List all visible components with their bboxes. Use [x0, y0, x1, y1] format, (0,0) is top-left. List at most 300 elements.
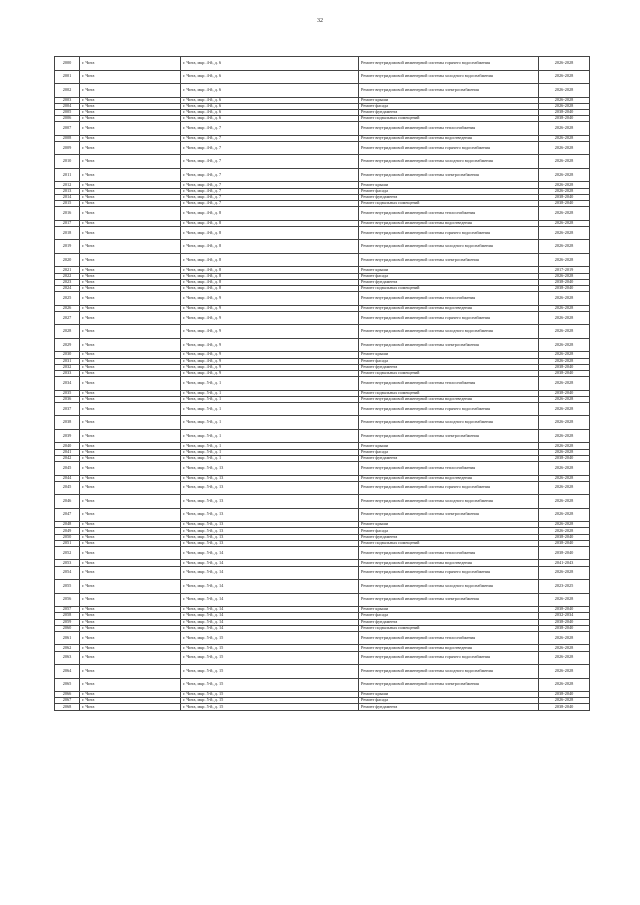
row-address: г. Чита, мкр. 5-й, д. 13	[181, 522, 359, 528]
row-number: 2001	[55, 70, 80, 84]
row-address: г. Чита, мкр. 5-й, д. 1	[181, 396, 359, 402]
row-address: г. Чита, мкр. 4-й, д. 7	[181, 168, 359, 182]
row-city: г. Чита	[80, 580, 181, 594]
row-number: 2060	[55, 625, 80, 631]
row-city: г. Чита	[80, 613, 181, 619]
row-number: 2003	[55, 97, 80, 103]
row-work-type: Ремонт внутридомовой инженерной системы электроснабжения	[359, 508, 539, 522]
row-address: г. Чита, мкр. 4-й, д. 9	[181, 338, 359, 352]
row-number: 2035	[55, 390, 80, 396]
row-period: 2026-2028	[539, 240, 590, 254]
row-address: г. Чита, мкр. 5-й, д. 14	[181, 607, 359, 613]
row-period: 2038-2040	[539, 201, 590, 207]
row-address: г. Чита, мкр. 4-й, д. 8	[181, 279, 359, 285]
row-work-type: Ремонт фундамента	[359, 619, 539, 625]
row-city: г. Чита	[80, 704, 181, 710]
row-city: г. Чита	[80, 240, 181, 254]
row-period: 2026-2028	[539, 141, 590, 155]
row-period: 2026-2028	[539, 566, 590, 580]
row-period: 2026-2028	[539, 631, 590, 645]
row-number: 2042	[55, 455, 80, 461]
row-number: 2062	[55, 645, 80, 651]
row-address: г. Чита, мкр. 4-й, д. 9	[181, 311, 359, 325]
row-address: г. Чита, мкр. 5-й, д. 1	[181, 455, 359, 461]
row-work-type: Ремонт внутридомовой инженерной системы теплоснабжения	[359, 377, 539, 391]
row-period: 2026-2028	[539, 449, 590, 455]
row-work-type: Ремонт внутридомовой инженерной системы холодного водоснабжения	[359, 665, 539, 679]
row-number: 2039	[55, 429, 80, 443]
row-number: 2051	[55, 540, 80, 546]
row-work-type: Ремонт фундамента	[359, 194, 539, 200]
row-number: 2049	[55, 528, 80, 534]
row-city: г. Чита	[80, 201, 181, 207]
table-row	[55, 240, 590, 254]
table-row	[55, 226, 590, 240]
row-period: 2026-2028	[539, 645, 590, 651]
row-work-type: Ремонт внутридомовой инженерной системы электроснабжения	[359, 84, 539, 98]
row-number: 2063	[55, 651, 80, 665]
row-number: 2036	[55, 396, 80, 402]
row-period: 2038-2040	[539, 364, 590, 370]
row-address: г. Чита, мкр. 5-й, д. 13	[181, 481, 359, 495]
row-city: г. Чита	[80, 462, 181, 476]
table-row	[55, 678, 590, 692]
row-number: 2032	[55, 364, 80, 370]
row-work-type: Ремонт крыши	[359, 692, 539, 698]
row-number: 2058	[55, 613, 80, 619]
table-row	[55, 402, 590, 416]
row-number: 2017	[55, 220, 80, 226]
row-number: 2018	[55, 226, 80, 240]
row-city: г. Чита	[80, 253, 181, 267]
table-row	[55, 84, 590, 98]
row-work-type: Ремонт внутридомовой инженерной системы теплоснабжения	[359, 207, 539, 221]
row-city: г. Чита	[80, 84, 181, 98]
row-work-type: Ремонт фасада	[359, 103, 539, 109]
row-address: г. Чита, мкр. 5-й, д. 15	[181, 645, 359, 651]
table-row	[55, 338, 590, 352]
row-period: 2038-2040	[539, 540, 590, 546]
row-period: 2032-2034	[539, 613, 590, 619]
row-number: 2059	[55, 619, 80, 625]
row-number: 2025	[55, 292, 80, 306]
row-period: 2026-2028	[539, 678, 590, 692]
row-work-type: Ремонт внутридомовой инженерной системы водоотведения	[359, 305, 539, 311]
row-work-type: Ремонт внутридомовой инженерной системы электроснабжения	[359, 168, 539, 182]
row-work-type: Ремонт подвальных помещений	[359, 540, 539, 546]
row-work-type: Ремонт внутридомовой инженерной системы водоотведения	[359, 645, 539, 651]
row-number: 2038	[55, 416, 80, 430]
row-number: 2054	[55, 566, 80, 580]
row-city: г. Чита	[80, 358, 181, 364]
row-work-type: Ремонт внутридомовой инженерной системы холодного водоснабжения	[359, 416, 539, 430]
row-work-type: Ремонт внутридомовой инженерной системы водоотведения	[359, 396, 539, 402]
row-address: г. Чита, мкр. 5-й, д. 15	[181, 704, 359, 710]
row-number: 2068	[55, 704, 80, 710]
row-work-type: Ремонт внутридомовой инженерной системы теплоснабжения	[359, 631, 539, 645]
row-city: г. Чита	[80, 495, 181, 509]
row-number: 2006	[55, 116, 80, 122]
row-city: г. Чита	[80, 396, 181, 402]
row-work-type: Ремонт внутридомовой инженерной системы теплоснабжения	[359, 546, 539, 560]
row-address: г. Чита, мкр. 4-й, д. 6	[181, 97, 359, 103]
table-row	[55, 593, 590, 607]
row-number: 2044	[55, 475, 80, 481]
row-number: 2066	[55, 692, 80, 698]
row-number: 2040	[55, 443, 80, 449]
row-city: г. Чита	[80, 182, 181, 188]
row-city: г. Чита	[80, 390, 181, 396]
row-city: г. Чита	[80, 645, 181, 651]
row-city: г. Чита	[80, 619, 181, 625]
row-address: г. Чита, мкр. 5-й, д. 1	[181, 416, 359, 430]
row-work-type: Ремонт фундамента	[359, 534, 539, 540]
table-row	[55, 155, 590, 169]
row-city: г. Чита	[80, 141, 181, 155]
row-period: 2026-2028	[539, 402, 590, 416]
row-address: г. Чита, мкр. 5-й, д. 13	[181, 528, 359, 534]
row-city: г. Чита	[80, 135, 181, 141]
row-address: г. Чита, мкр. 5-й, д. 14	[181, 566, 359, 580]
row-city: г. Чита	[80, 207, 181, 221]
row-work-type: Ремонт внутридомовой инженерной системы электроснабжения	[359, 678, 539, 692]
row-address: г. Чита, мкр. 4-й, д. 8	[181, 207, 359, 221]
row-city: г. Чита	[80, 416, 181, 430]
row-number: 2047	[55, 508, 80, 522]
row-period: 2026-2028	[539, 338, 590, 352]
row-work-type: Ремонт фасада	[359, 613, 539, 619]
row-work-type: Ремонт подвальных помещений	[359, 390, 539, 396]
row-period: 2038-2040	[539, 370, 590, 376]
table-row	[55, 377, 590, 391]
table-row	[55, 704, 590, 710]
row-number: 2011	[55, 168, 80, 182]
row-city: г. Чита	[80, 528, 181, 534]
table-row	[55, 481, 590, 495]
row-period: 2038-2040	[539, 285, 590, 291]
table-row	[55, 325, 590, 339]
row-address: г. Чита, мкр. 4-й, д. 7	[181, 201, 359, 207]
row-work-type: Ремонт фундамента	[359, 364, 539, 370]
row-address: г. Чита, мкр. 4-й, д. 8	[181, 240, 359, 254]
row-address: г. Чита, мкр. 5-й, д. 1	[181, 402, 359, 416]
row-number: 2067	[55, 698, 80, 704]
row-period: 2026-2028	[539, 358, 590, 364]
row-number: 2027	[55, 311, 80, 325]
row-work-type: Ремонт крыши	[359, 443, 539, 449]
row-address: г. Чита, мкр. 4-й, д. 8	[181, 253, 359, 267]
row-city: г. Чита	[80, 220, 181, 226]
row-address: г. Чита, мкр. 4-й, д. 9	[181, 292, 359, 306]
row-city: г. Чита	[80, 475, 181, 481]
row-city: г. Чита	[80, 109, 181, 115]
table-row	[55, 122, 590, 136]
row-address: г. Чита, мкр. 4-й, д. 8	[181, 285, 359, 291]
row-number: 2046	[55, 495, 80, 509]
row-work-type: Ремонт внутридомовой инженерной системы электроснабжения	[359, 429, 539, 443]
row-period: 2026-2028	[539, 522, 590, 528]
row-address: г. Чита, мкр. 5-й, д. 14	[181, 580, 359, 594]
row-address: г. Чита, мкр. 5-й, д. 13	[181, 462, 359, 476]
row-work-type: Ремонт фасада	[359, 188, 539, 194]
row-city: г. Чита	[80, 522, 181, 528]
row-city: г. Чита	[80, 305, 181, 311]
row-period: 2026-2028	[539, 665, 590, 679]
row-address: г. Чита, мкр. 5-й, д. 15	[181, 692, 359, 698]
row-city: г. Чита	[80, 352, 181, 358]
row-city: г. Чита	[80, 97, 181, 103]
row-work-type: Ремонт фасада	[359, 273, 539, 279]
row-address: г. Чита, мкр. 4-й, д. 7	[181, 141, 359, 155]
row-city: г. Чита	[80, 481, 181, 495]
row-work-type: Ремонт фундамента	[359, 704, 539, 710]
row-number: 2031	[55, 358, 80, 364]
row-period: 2038-2040	[539, 109, 590, 115]
row-address: г. Чита, мкр. 5-й, д. 15	[181, 665, 359, 679]
row-city: г. Чита	[80, 194, 181, 200]
row-period: 2026-2028	[539, 475, 590, 481]
table-row	[55, 168, 590, 182]
row-address: г. Чита, мкр. 4-й, д. 7	[181, 182, 359, 188]
table-row	[55, 429, 590, 443]
table-row	[55, 207, 590, 221]
row-period: 2026-2028	[539, 429, 590, 443]
row-address: г. Чита, мкр. 4-й, д. 6	[181, 70, 359, 84]
row-city: г. Чита	[80, 651, 181, 665]
row-number: 2004	[55, 103, 80, 109]
row-period: 2026-2028	[539, 97, 590, 103]
row-address: г. Чита, мкр. 5-й, д. 1	[181, 429, 359, 443]
table-row	[55, 495, 590, 509]
table-row	[55, 651, 590, 665]
table-row	[55, 508, 590, 522]
row-work-type: Ремонт внутридомовой инженерной системы водоотведения	[359, 560, 539, 566]
row-city: г. Чита	[80, 370, 181, 376]
row-work-type: Ремонт внутридомовой инженерной системы электроснабжения	[359, 253, 539, 267]
row-period: 2026-2028	[539, 396, 590, 402]
row-work-type: Ремонт крыши	[359, 352, 539, 358]
row-work-type: Ремонт внутридомовой инженерной системы теплоснабжения	[359, 292, 539, 306]
row-address: г. Чита, мкр. 4-й, д. 8	[181, 273, 359, 279]
table-row	[55, 566, 590, 580]
row-period: 2038-2040	[539, 546, 590, 560]
row-number: 2026	[55, 305, 80, 311]
row-work-type: Ремонт внутридомовой инженерной системы горячего водоснабжения	[359, 141, 539, 155]
row-period: 2026-2028	[539, 651, 590, 665]
row-work-type: Ремонт подвальных помещений	[359, 625, 539, 631]
row-address: г. Чита, мкр. 5-й, д. 13	[181, 475, 359, 481]
row-period: 2023-2025	[539, 580, 590, 594]
table-row	[55, 292, 590, 306]
row-period: 2038-2040	[539, 619, 590, 625]
row-city: г. Чита	[80, 57, 181, 71]
row-work-type: Ремонт внутридомовой инженерной системы горячего водоснабжения	[359, 481, 539, 495]
row-number: 2028	[55, 325, 80, 339]
table-row	[55, 416, 590, 430]
row-address: г. Чита, мкр. 5-й, д. 13	[181, 508, 359, 522]
row-address: г. Чита, мкр. 5-й, д. 15	[181, 678, 359, 692]
row-number: 2050	[55, 534, 80, 540]
row-address: г. Чита, мкр. 5-й, д. 14	[181, 560, 359, 566]
row-work-type: Ремонт внутридомовой инженерной системы горячего водоснабжения	[359, 566, 539, 580]
row-work-type: Ремонт фундамента	[359, 455, 539, 461]
row-period: 2038-2040	[539, 194, 590, 200]
row-work-type: Ремонт внутридомовой инженерной системы электроснабжения	[359, 593, 539, 607]
row-number: 2021	[55, 267, 80, 273]
row-period: 2026-2028	[539, 495, 590, 509]
row-work-type: Ремонт внутридомовой инженерной системы холодного водоснабжения	[359, 70, 539, 84]
row-address: г. Чита, мкр. 5-й, д. 14	[181, 625, 359, 631]
row-work-type: Ремонт внутридомовой инженерной системы горячего водоснабжения	[359, 311, 539, 325]
table-row	[55, 580, 590, 594]
row-work-type: Ремонт фасада	[359, 698, 539, 704]
row-work-type: Ремонт крыши	[359, 182, 539, 188]
row-number: 2020	[55, 253, 80, 267]
row-period: 2038-2040	[539, 692, 590, 698]
row-number: 2008	[55, 135, 80, 141]
row-address: г. Чита, мкр. 4-й, д. 9	[181, 305, 359, 311]
row-work-type: Ремонт внутридомовой инженерной системы теплоснабжения	[359, 122, 539, 136]
row-number: 2010	[55, 155, 80, 169]
row-number: 2057	[55, 607, 80, 613]
row-city: г. Чита	[80, 122, 181, 136]
row-number: 2065	[55, 678, 80, 692]
page-number: 32	[317, 18, 323, 24]
row-city: г. Чита	[80, 103, 181, 109]
row-work-type: Ремонт внутридомовой инженерной системы горячего водоснабжения	[359, 402, 539, 416]
row-city: г. Чита	[80, 698, 181, 704]
row-address: г. Чита, мкр. 4-й, д. 7	[181, 188, 359, 194]
row-number: 2045	[55, 481, 80, 495]
row-period: 2038-2040	[539, 279, 590, 285]
table-row	[55, 311, 590, 325]
row-period: 2026-2028	[539, 273, 590, 279]
row-number: 2005	[55, 109, 80, 115]
row-address: г. Чита, мкр. 4-й, д. 6	[181, 116, 359, 122]
row-address: г. Чита, мкр. 4-й, д. 7	[181, 122, 359, 136]
row-city: г. Чита	[80, 443, 181, 449]
table-row	[55, 631, 590, 645]
row-address: г. Чита, мкр. 4-й, д. 9	[181, 325, 359, 339]
row-address: г. Чита, мкр. 5-й, д. 1	[181, 449, 359, 455]
row-work-type: Ремонт фундамента	[359, 279, 539, 285]
row-work-type: Ремонт крыши	[359, 267, 539, 273]
row-number: 2009	[55, 141, 80, 155]
row-address: г. Чита, мкр. 5-й, д. 15	[181, 651, 359, 665]
row-number: 2061	[55, 631, 80, 645]
row-period: 2026-2028	[539, 188, 590, 194]
row-city: г. Чита	[80, 665, 181, 679]
row-work-type: Ремонт фасада	[359, 528, 539, 534]
row-address: г. Чита, мкр. 4-й, д. 7	[181, 194, 359, 200]
row-address: г. Чита, мкр. 4-й, д. 7	[181, 135, 359, 141]
row-city: г. Чита	[80, 267, 181, 273]
row-number: 2016	[55, 207, 80, 221]
row-number: 2024	[55, 285, 80, 291]
row-city: г. Чита	[80, 325, 181, 339]
row-period: 2026-2028	[539, 311, 590, 325]
row-number: 2002	[55, 84, 80, 98]
row-period: 2038-2040	[539, 390, 590, 396]
row-period: 2038-2040	[539, 704, 590, 710]
row-address: г. Чита, мкр. 5-й, д. 15	[181, 698, 359, 704]
row-address: г. Чита, мкр. 4-й, д. 6	[181, 109, 359, 115]
row-work-type: Ремонт крыши	[359, 97, 539, 103]
row-period: 2026-2028	[539, 325, 590, 339]
row-number: 2053	[55, 560, 80, 566]
row-city: г. Чита	[80, 168, 181, 182]
row-work-type: Ремонт подвальных помещений	[359, 201, 539, 207]
row-city: г. Чита	[80, 560, 181, 566]
row-number: 2034	[55, 377, 80, 391]
row-period: 2026-2028	[539, 103, 590, 109]
table-row	[55, 70, 590, 84]
row-city: г. Чита	[80, 546, 181, 560]
row-period: 2041-2043	[539, 560, 590, 566]
row-city: г. Чита	[80, 188, 181, 194]
row-work-type: Ремонт фундамента	[359, 109, 539, 115]
row-city: г. Чита	[80, 678, 181, 692]
row-number: 2033	[55, 370, 80, 376]
row-number: 2000	[55, 57, 80, 71]
row-period: 2026-2028	[539, 292, 590, 306]
row-number: 2029	[55, 338, 80, 352]
row-city: г. Чита	[80, 534, 181, 540]
row-period: 2026-2028	[539, 481, 590, 495]
row-city: г. Чита	[80, 402, 181, 416]
row-number: 2064	[55, 665, 80, 679]
row-period: 2026-2028	[539, 84, 590, 98]
row-address: г. Чита, мкр. 4-й, д. 8	[181, 220, 359, 226]
row-address: г. Чита, мкр. 4-й, д. 6	[181, 57, 359, 71]
row-address: г. Чита, мкр. 5-й, д. 1	[181, 443, 359, 449]
row-period: 2038-2040	[539, 607, 590, 613]
row-city: г. Чита	[80, 625, 181, 631]
row-address: г. Чита, мкр. 4-й, д. 9	[181, 364, 359, 370]
row-period: 2026-2028	[539, 352, 590, 358]
row-city: г. Чита	[80, 607, 181, 613]
row-city: г. Чита	[80, 285, 181, 291]
table-body	[55, 57, 590, 711]
row-city: г. Чита	[80, 540, 181, 546]
row-number: 2019	[55, 240, 80, 254]
row-address: г. Чита, мкр. 5-й, д. 15	[181, 631, 359, 645]
row-work-type: Ремонт внутридомовой инженерной системы водоотведения	[359, 135, 539, 141]
row-address: г. Чита, мкр. 4-й, д. 9	[181, 358, 359, 364]
row-city: г. Чита	[80, 692, 181, 698]
row-address: г. Чита, мкр. 5-й, д. 1	[181, 390, 359, 396]
row-number: 2052	[55, 546, 80, 560]
row-address: г. Чита, мкр. 5-й, д. 14	[181, 613, 359, 619]
row-city: г. Чита	[80, 273, 181, 279]
row-city: г. Чита	[80, 455, 181, 461]
row-address: г. Чита, мкр. 4-й, д. 9	[181, 352, 359, 358]
row-work-type: Ремонт подвальных помещений	[359, 116, 539, 122]
row-period: 2026-2028	[539, 462, 590, 476]
row-period: 2026-2028	[539, 305, 590, 311]
row-number: 2023	[55, 279, 80, 285]
row-period: 2026-2028	[539, 57, 590, 71]
row-period: 2026-2028	[539, 443, 590, 449]
row-work-type: Ремонт фасада	[359, 449, 539, 455]
row-work-type: Ремонт подвальных помещений	[359, 370, 539, 376]
row-number: 2014	[55, 194, 80, 200]
row-number: 2056	[55, 593, 80, 607]
row-work-type: Ремонт крыши	[359, 522, 539, 528]
row-city: г. Чита	[80, 377, 181, 391]
row-period: 2026-2028	[539, 416, 590, 430]
row-work-type: Ремонт внутридомовой инженерной системы холодного водоснабжения	[359, 240, 539, 254]
